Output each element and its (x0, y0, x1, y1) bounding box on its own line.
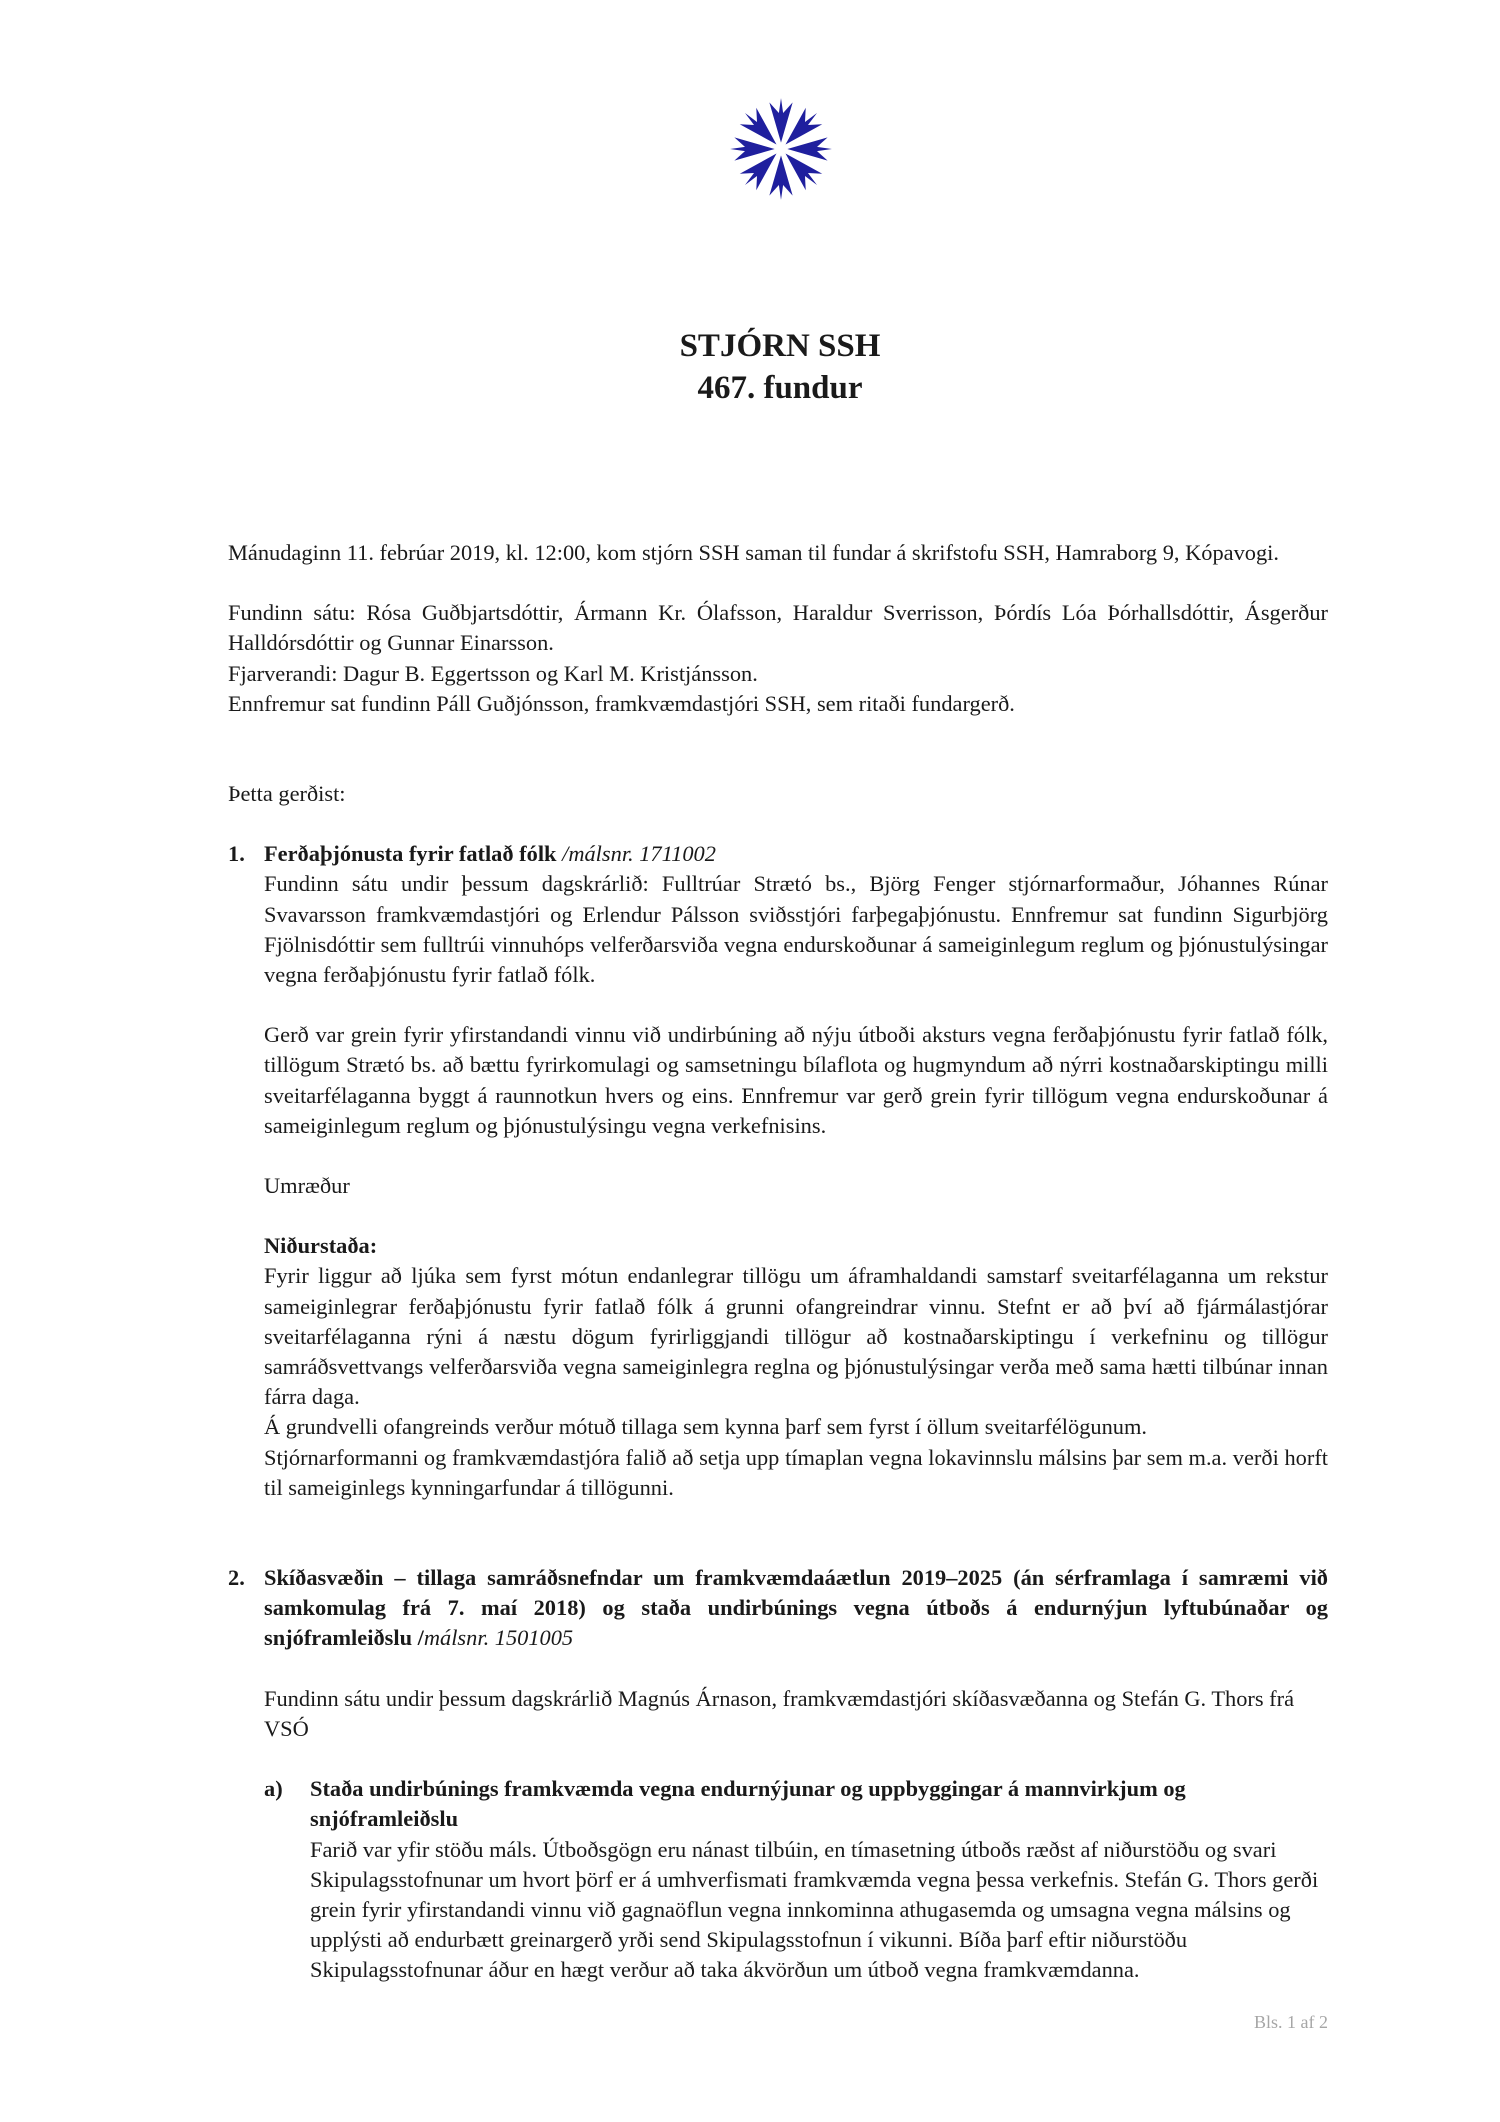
attendees-present: Fundinn sátu: Rósa Guðbjartsdóttir, Ármann Kr. Ólafsson, Haraldur Sverrisson, Þórdís Lóa Þórhallsdóttir, Ásgerður Halldórsdóttir og Gunnar Einarsson. (228, 600, 1328, 656)
conclusion-paragraph: Fyrir liggur að ljúka sem fyrst mótun endanlegrar tillögu um áframhaldandi samstarf sveitarfélaganna um rekstur sameiginlegrar ferðaþjónustu fyrir fatlað fólk á grunni ofangreindrar vinnu. Stefnt er að því að fjármálastjórar sveitarfélaganna rýni á næstu dögum fyrirliggjandi tillögur að kostnaðarskiptingu í verkefninu og tillögur samráðsvettvangs velferðarsviða vegna sameiginlegra reglna og þjónustulýsingar verða með sama hætti tilbúnar innan fárra daga. (264, 1263, 1328, 1410)
sub-item-letter: a) (264, 1776, 283, 1802)
conclusion-paragraph: Stjórnarformanni og framkvæmdastjóra falið að setja upp tímaplan vegna lokavinnslu málsins þar sem m.a. verði horft til sameiginlegs kynningarfundar á tillögunni. (264, 1444, 1328, 1500)
agenda-item-1 (228, 839, 1328, 1503)
meeting-number: 467. fundur (697, 370, 863, 406)
attendees-absent: Fjarverandi: Dagur B. Eggertsson og Karl M. Kristjánsson. (228, 660, 758, 686)
item-title: Skíðasvæðin – tillaga samráðsnefndar um framkvæmdaáætlun 2019–2025 (án sérframlaga í samræmi við samkomulag frá 7. maí 2018) og staða undirbúnings vegna útboðs á endurnýjun lyftubúnaðar og snjóframleiðslu / (264, 1565, 1328, 1651)
item-paragraph: Fundinn sátu undir þessum dagskrárlið Magnús Árnason, framkvæmdastjóri skíðasvæðanna og Stefán G. Thors frá VSÓ (264, 1685, 1295, 1741)
item-number: 1. (228, 841, 245, 867)
attendees-also: Ennfremur sat fundinn Páll Guðjónsson, framkvæmdastjóri SSH, sem ritaði fundargerð. (228, 690, 1015, 716)
page-number: Bls. 1 af 2 (1254, 2012, 1328, 2032)
case-number: /málsnr. 1711002 (556, 841, 716, 867)
ssh-star-logo-icon (728, 96, 834, 202)
intro-paragraph: Mánudaginn 11. febrúar 2019, kl. 12:00, kom stjórn SSH saman til fundar á skrifstofu SSH, Hamraborg 9, Kópavogi. (228, 540, 1279, 565)
document-title: STJÓRN SSH (679, 328, 881, 364)
sub-item-title: Staða undirbúnings framkvæmda vegna endurnýjunar og uppbyggingar á mannvirkjum og snjóframleiðslu (310, 1776, 1186, 1832)
sub-item-text: Farið var yfir stöðu máls. Útboðsgögn eru nánast tilbúin, en tímasetning útboðs ræðst af niðurstöðu og svari Skipulagsstofnunar um hvort þörf er á umhverfismati framkvæmda vegna þessa verkefnis. Stefán G. Thors gerði grein fyrir yfirstandandi vinnu við gagnaöflun vegna innkominna athugasemda og umsagna vegna málsins og upplýsti að endurbætt greinargerð yrði send Skipulagsstofnun í vikunni. Bíða þarf eftir niðurstöðu Skipulagsstofnunar áður en hægt verður að taka ákvörðun um útboð vegna framkvæmdanna. (310, 1836, 1319, 1983)
item-title: Ferðaþjónusta fyrir fatlað fólk (264, 841, 557, 867)
item-number: 2. (228, 1565, 245, 1591)
conclusion-label: Niðurstaða: (264, 1233, 378, 1259)
conclusion-paragraph: Á grundvelli ofangreinds verður mótuð tillaga sem kynna þarf sem fyrst í öllum sveitarfélögunum. (264, 1414, 1147, 1440)
discussion-label: Umræður (264, 1173, 350, 1199)
minutes-content (228, 538, 1328, 1986)
item-paragraph: Fundinn sátu undir þessum dagskrárlið: Fulltrúar Strætó bs., Björg Fenger stjórnarformaður, Jóhannes Rúnar Svavarsson framkvæmdastjóri og Erlendur Pálsson sviðsstjóri farþegaþjónustu. Ennfremur sat fundinn Sigurbjörg Fjölnisdóttir sem fulltrúi vinnuhóps velferðarsviða vegna endurskoðunar á sameiginlegum reglum og þjónustulýsingar vegna ferðaþjónustu fyrir fatlað fólk. (264, 871, 1328, 988)
agenda-item-2 (228, 1563, 1328, 1654)
item-paragraph: Gerð var grein fyrir yfirstandandi vinnu við undirbúning að nýju útboði aksturs vegna ferðaþjónustu fyrir fatlað fólk, tillögum Strætó bs. að bættu fyrirkomulagi og samsetningu bílaflota og hugmyndum að nýrri kostnaðarskiptingu milli sveitarfélaganna byggt á raunnotkun hvers og eins. Ennfremur var gerð grein fyrir tillögum vegna endurskoðunar á sameiginlegum reglum og þjónustulýsingu vegna verkefnisins. (264, 1022, 1328, 1138)
sub-item-a (264, 1774, 1328, 1985)
proceedings-label: Þetta gerðist: (228, 781, 346, 807)
case-number: málsnr. 1501005 (423, 1625, 574, 1651)
